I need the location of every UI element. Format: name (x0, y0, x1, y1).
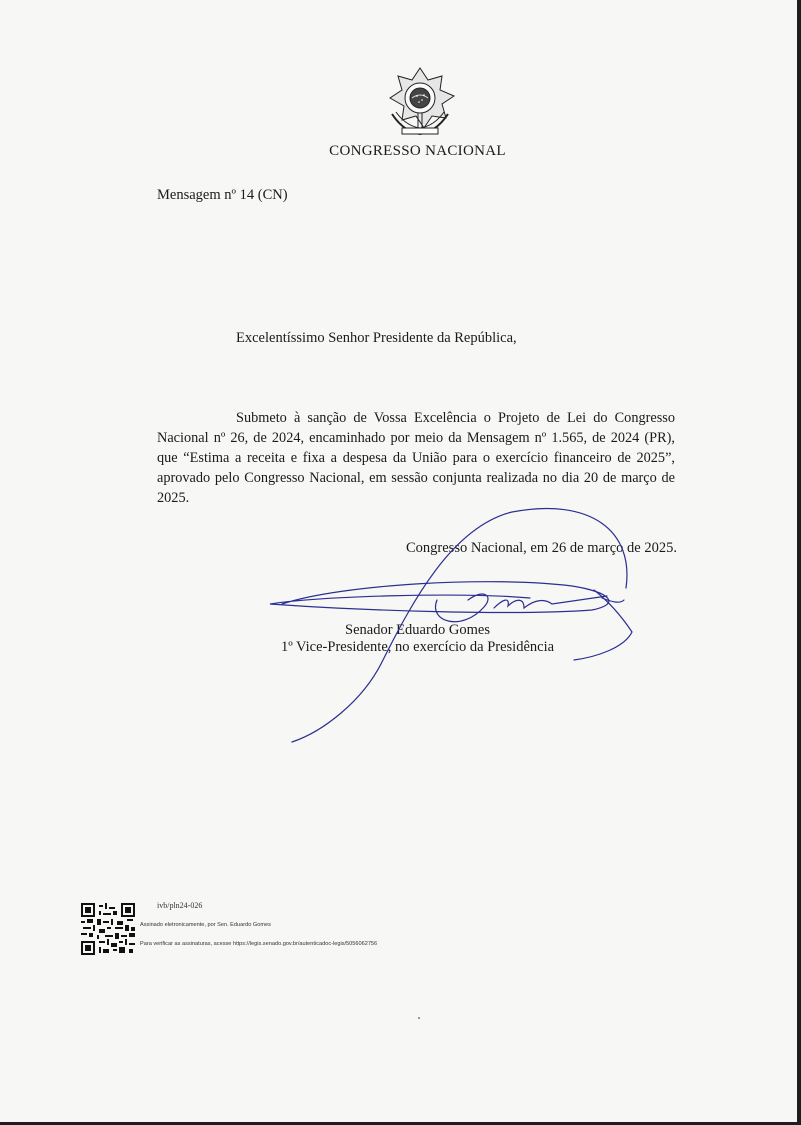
scan-edge-right (797, 0, 801, 1125)
coat-of-arms-icon (384, 66, 456, 138)
electronic-signature-note: Assinado eletronicamente, por Sen. Eduardo Gomes (140, 922, 271, 928)
salutation: Excelentíssimo Senhor Presidente da República, (236, 330, 517, 346)
handwritten-signature (262, 492, 642, 752)
scan-speck (418, 1017, 420, 1019)
signatory-name: Senador Eduardo Gomes (345, 622, 490, 638)
place-and-date: Congresso Nacional, em 26 de março de 2025. (406, 540, 677, 556)
verification-link[interactable]: Para verificar as assinaturas, acesse https://legis.senado.gov.br/autenticadoc-legis/5056062756 (140, 941, 378, 947)
body-paragraph: Submeto à sanção de Vossa Excelência o Projeto de Lei do Congresso Nacional nº 26, de 2024, encaminhado por meio da Mensagem nº 1.565, de 2024 (PR), que “Estima a receita e fixa a despesa da União para o exercício financeiro de 2025”, aprovado pelo Congresso Nacional, em sessão conjunta realizada no dia 20 de março de 2025. (157, 410, 675, 506)
signatory-role: 1º Vice-Presidente, no exercício da Presidência (280, 639, 555, 655)
message-number: Mensagem nº 14 (CN) (157, 187, 288, 203)
document-code: ivb/pln24-026 (157, 901, 203, 910)
qr-code-icon (81, 903, 135, 955)
institution-title: CONGRESSO NACIONAL (329, 143, 506, 159)
